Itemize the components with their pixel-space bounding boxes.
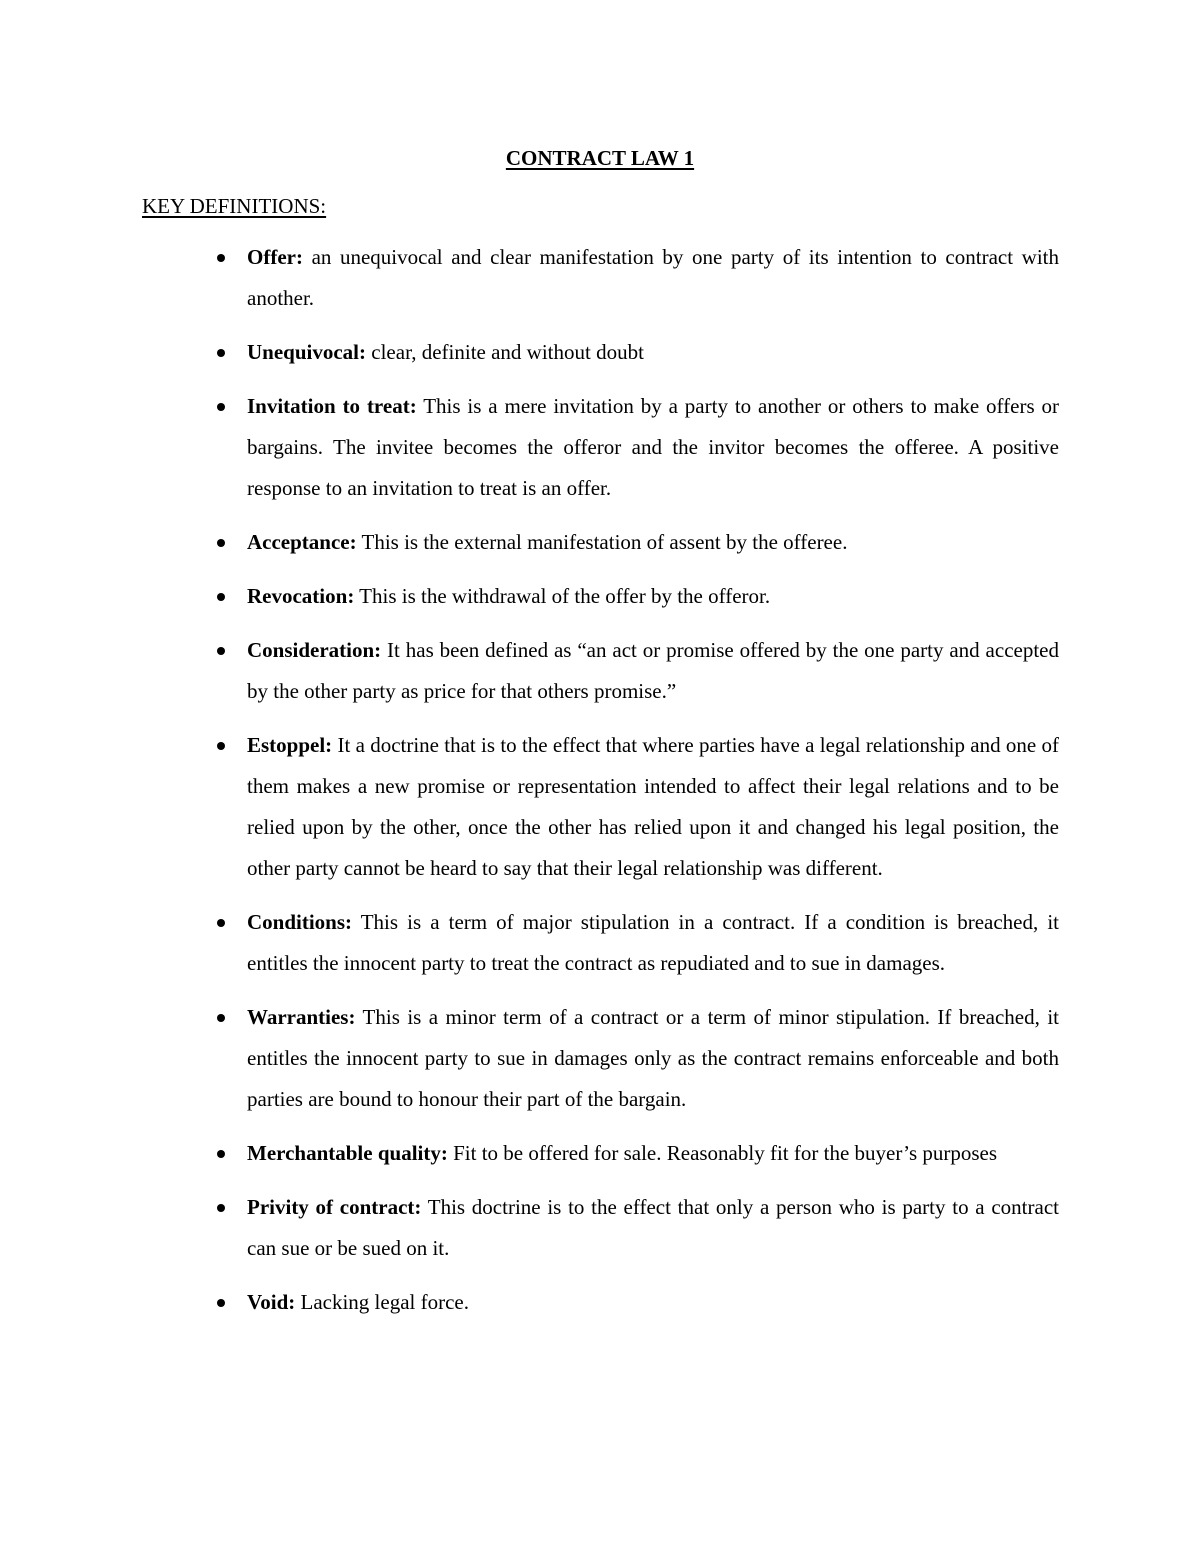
definition-term: Acceptance: [247, 530, 357, 554]
definition-item-estoppel [247, 725, 1059, 889]
definition-text: Fit to be offered for sale. Reasonably fit for the buyer’s purposes [447, 1141, 998, 1165]
definition-item-void [247, 1282, 1059, 1323]
definition-term: Revocation: [247, 584, 355, 608]
definition-item-offer [247, 237, 1059, 319]
definition-text: This is a mere invitation by a party to another or others to make offers or bargains. The invitee becomes the offeror and the invitor becomes the offeree. A positive response to an invitation to treat is an offer. [247, 394, 1059, 500]
definition-term: Void: [247, 1290, 296, 1314]
definition-text: It a doctrine that is to the effect that where parties have a legal relationship and one of them makes a new promise or representation intended to affect their legal relations and to be relied upon by the other, once the other has relied upon it and changed his legal position, the other party cannot be heard to say that their legal relationship was different. [247, 733, 1059, 880]
definition-term: Invitation to treat: [247, 394, 417, 418]
section-heading: KEY DEFINITIONS: [142, 194, 327, 218]
definition-item-conditions [247, 902, 1059, 984]
definition-item-merchantable-quality [247, 1133, 1059, 1174]
definition-item-acceptance [247, 522, 1059, 563]
definition-term: Unequivocal: [247, 340, 367, 364]
document-title: CONTRACT LAW 1 [505, 146, 695, 170]
definition-text: This is the withdrawal of the offer by the offeror. [354, 584, 771, 608]
definition-text: This is a term of major stipulation in a contract. If a condition is breached, it entitles the innocent party to treat the contract as repudiated and to sue in damages. [247, 910, 1059, 975]
definition-term: Consideration: [247, 638, 382, 662]
definition-term: Estoppel: [247, 733, 333, 757]
definition-item-unequivocal [247, 332, 1059, 373]
definition-item-privity-of-contract [247, 1187, 1059, 1269]
definition-term: Merchantable quality: [247, 1141, 448, 1165]
definitions-list [247, 237, 1059, 1336]
definition-term: Warranties: [247, 1005, 356, 1029]
definition-text: clear, definite and without doubt [366, 340, 644, 364]
definition-term: Offer: [247, 245, 303, 269]
definition-item-invitation-to-treat [247, 386, 1059, 509]
definition-term: Conditions: [247, 910, 353, 934]
definition-text: Lacking legal force. [295, 1290, 469, 1314]
definition-text: It has been defined as “an act or promise offered by the one party and accepted by the other party as price for that others promise.” [247, 638, 1059, 703]
definition-text: This is the external manifestation of assent by the offeree. [356, 530, 848, 554]
definition-item-consideration [247, 630, 1059, 712]
definition-term: Privity of contract: [247, 1195, 422, 1219]
definition-text: an unequivocal and clear manifestation by one party of its intention to contract with another. [247, 245, 1059, 310]
definition-item-revocation [247, 576, 1059, 617]
definition-item-warranties [247, 997, 1059, 1120]
definition-text: This is a minor term of a contract or a term of minor stipulation. If breached, it entitles the innocent party to sue in damages only as the contract remains enforceable and both parties are bound to honour their part of the bargain. [247, 1005, 1059, 1111]
definition-text: This doctrine is to the effect that only a person who is party to a contract can sue or be sued on it. [247, 1195, 1059, 1260]
